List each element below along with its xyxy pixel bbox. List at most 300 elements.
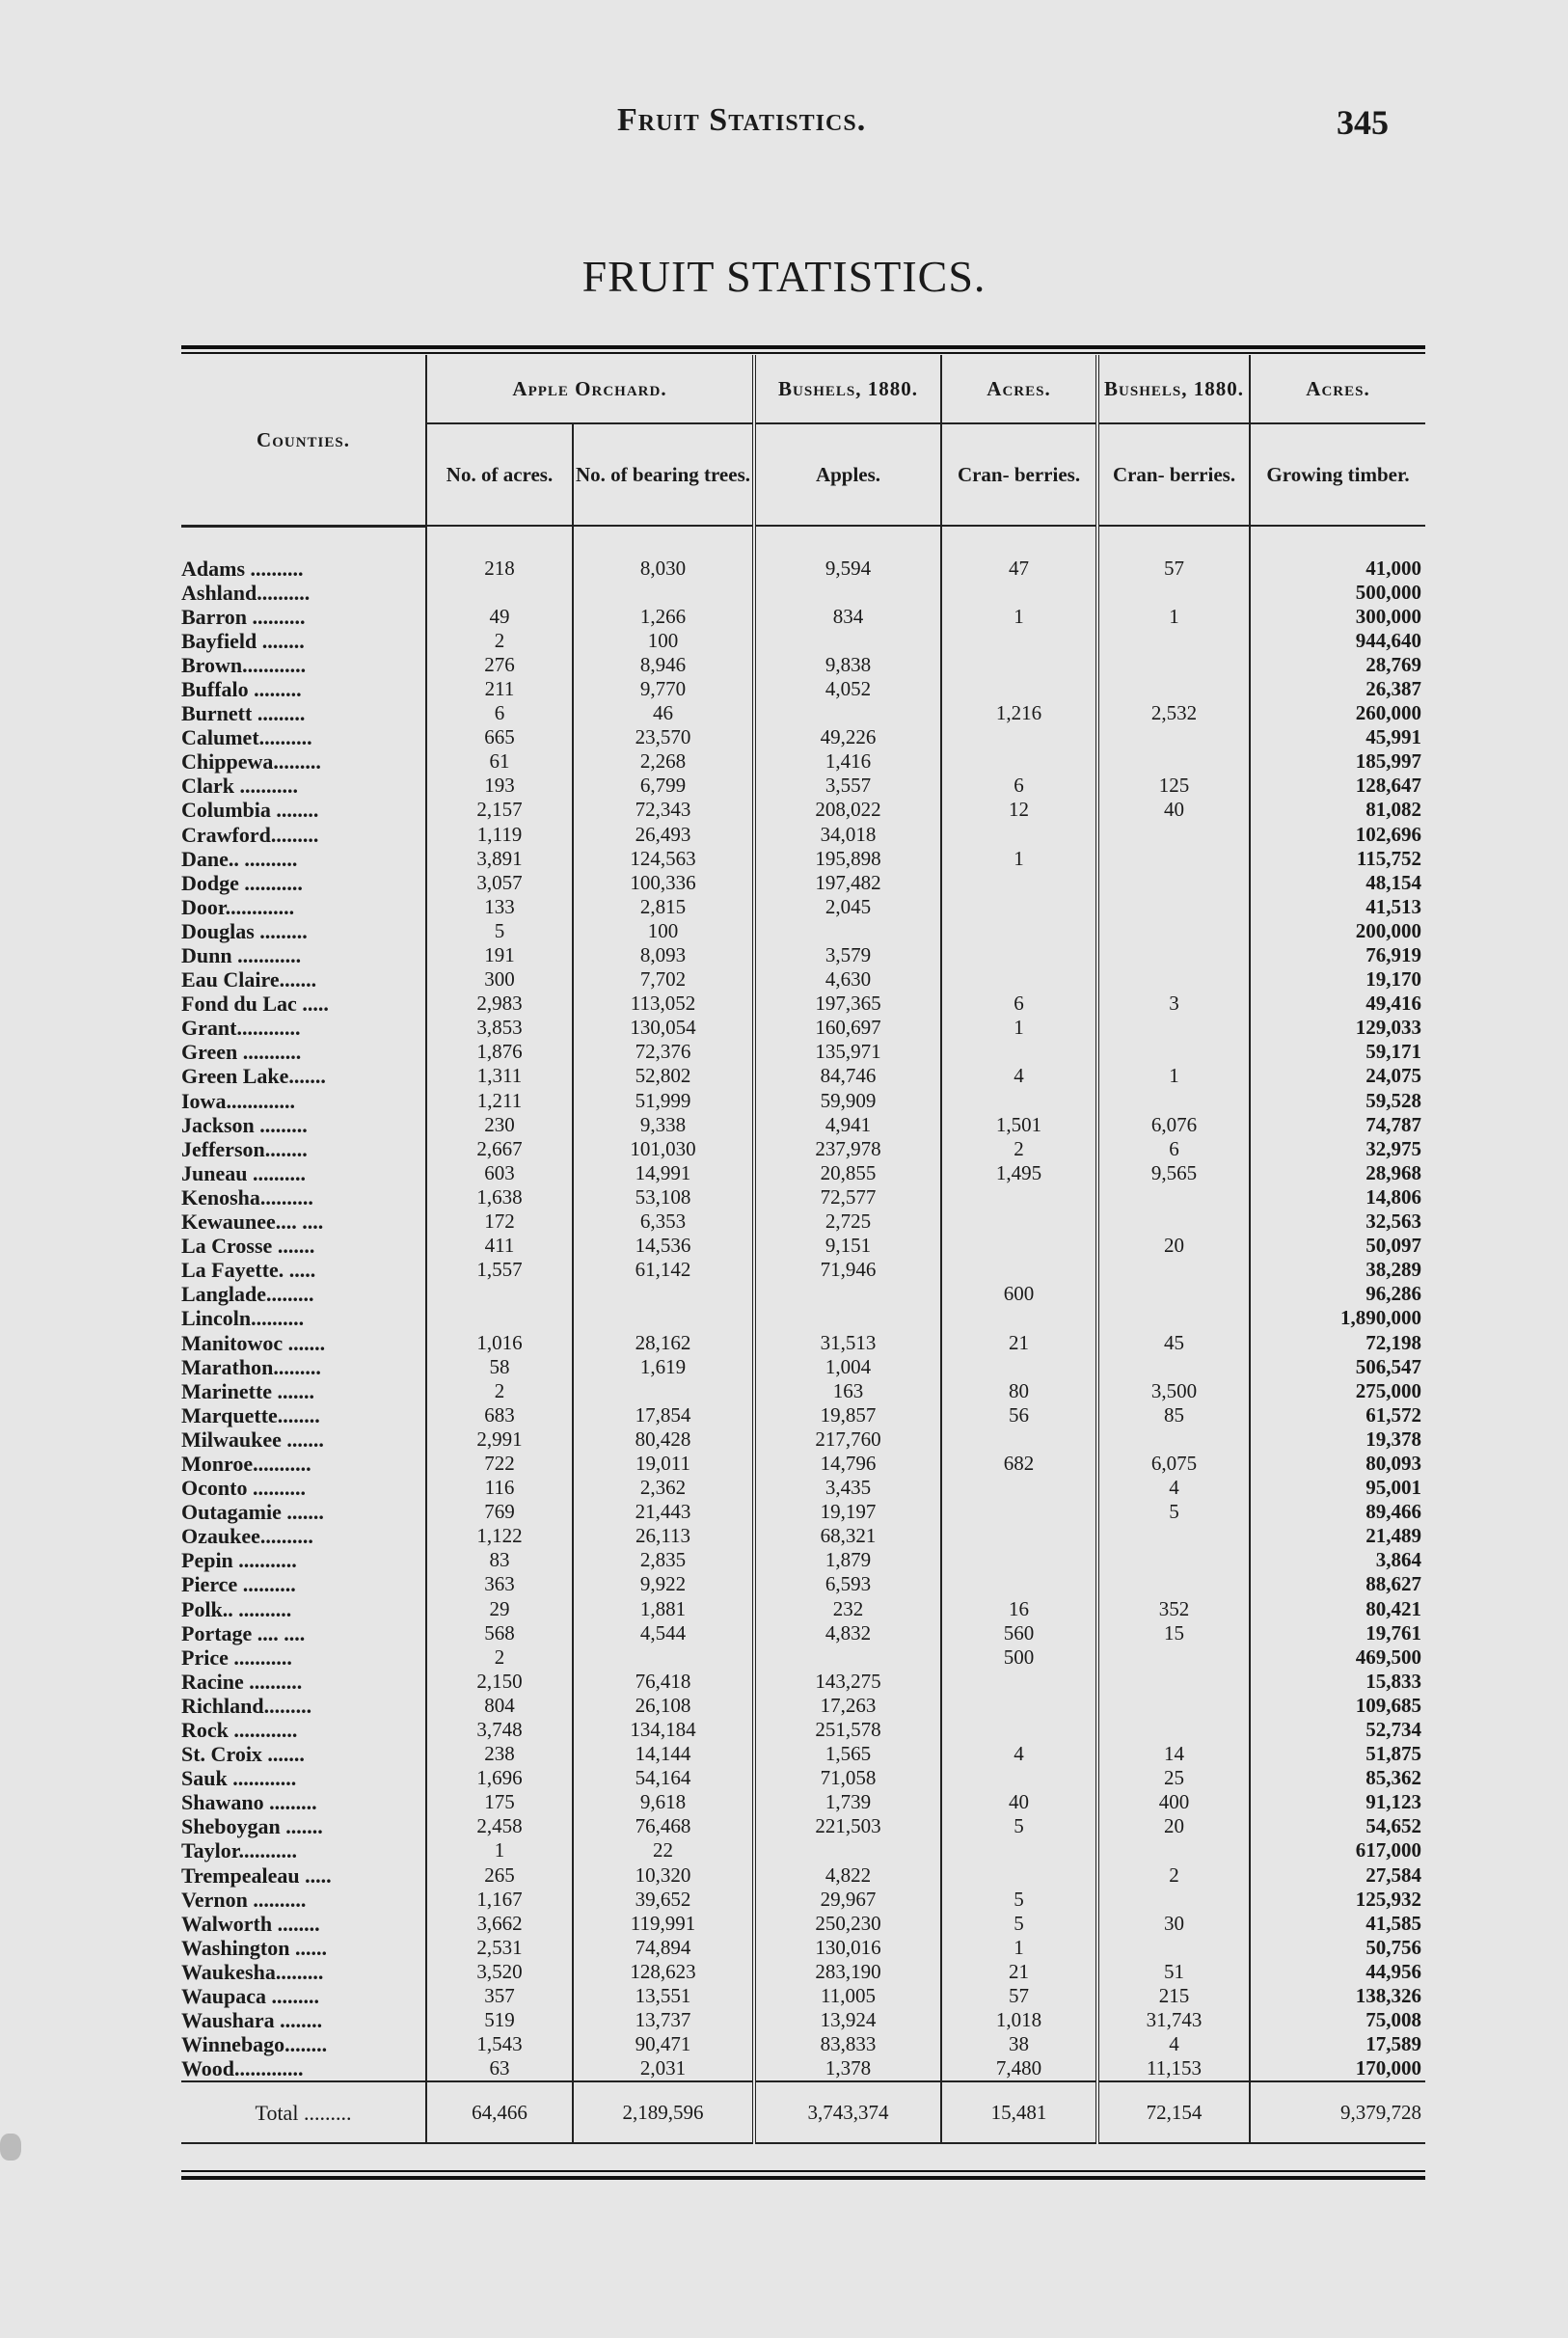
cranberry-bushels-cell: 215 [1097, 1984, 1250, 2008]
cranberry-acres-cell [941, 1766, 1097, 1790]
acres-cell: 172 [426, 1210, 573, 1234]
trees-cell: 9,770 [573, 677, 754, 701]
timber-cell: 109,685 [1250, 1694, 1425, 1718]
table-row [181, 2032, 1425, 2056]
bottom-rule-thick [181, 2176, 1425, 2180]
cranberry-bushels-cell [1097, 1838, 1250, 1862]
trees-cell: 10,320 [573, 1863, 754, 1888]
table-row [181, 1452, 1425, 1476]
county-name: Sheboygan ....... [181, 1814, 323, 1839]
county-name: Pierce .......... [181, 1572, 296, 1597]
timber-cell: 32,975 [1250, 1137, 1425, 1161]
trees-cell: 9,338 [573, 1113, 754, 1137]
acres-cell: 83 [426, 1548, 573, 1572]
county-name: Iowa............. [181, 1088, 295, 1113]
table-row [181, 1234, 1425, 1258]
cranberry-acres-cell: 2 [941, 1137, 1097, 1161]
timber-cell: 89,466 [1250, 1500, 1425, 1524]
cranberry-bushels-cell: 40 [1097, 798, 1250, 822]
county-name: Washington ...... [181, 1935, 327, 1960]
cranberry-bushels-cell: 11,153 [1097, 2056, 1250, 2081]
header-group-row [181, 355, 1425, 423]
trees-cell: 134,184 [573, 1718, 754, 1742]
acres-cell: 133 [426, 895, 573, 919]
timber-cell: 469,500 [1250, 1645, 1425, 1670]
timber-cell: 59,171 [1250, 1040, 1425, 1064]
cranberry-acres-cell [941, 1718, 1097, 1742]
county-name: Manitowoc ....... [181, 1330, 326, 1355]
cranberry-acres-cell: 560 [941, 1621, 1097, 1645]
apples-cell [754, 629, 941, 653]
cranberry-bushels-cell: 9,565 [1097, 1161, 1250, 1185]
col-header-no-of-acres: No. of acres. [426, 423, 573, 526]
cranberry-acres-cell: 1 [941, 605, 1097, 629]
trees-cell: 46 [573, 701, 754, 725]
total-row [181, 2081, 1425, 2143]
apples-cell: 9,838 [754, 653, 941, 677]
county-name: Price ........... [181, 1645, 292, 1670]
timber-cell: 17,589 [1250, 2032, 1425, 2056]
cranberry-bushels-cell: 125 [1097, 774, 1250, 798]
table-row [181, 653, 1425, 677]
table-row [181, 1306, 1425, 1330]
cranberry-bushels-cell: 31,743 [1097, 2008, 1250, 2032]
county-name: Barron .......... [181, 604, 306, 629]
apples-cell: 1,739 [754, 1790, 941, 1814]
acres-cell: 5 [426, 919, 573, 943]
cranberry-bushels-cell [1097, 725, 1250, 749]
acres-cell: 1,211 [426, 1089, 573, 1113]
cranberry-bushels-cell: 2,532 [1097, 701, 1250, 725]
table-body [181, 526, 1425, 2081]
county-name: Green Lake....... [181, 1064, 326, 1089]
apples-cell: 4,832 [754, 1621, 941, 1645]
cranberry-acres-cell [941, 1427, 1097, 1452]
timber-cell: 275,000 [1250, 1379, 1425, 1403]
acres-cell: 276 [426, 653, 573, 677]
apples-cell: 1,565 [754, 1742, 941, 1766]
timber-cell: 260,000 [1250, 701, 1425, 725]
acres-cell: 1,311 [426, 1064, 573, 1088]
county-name: Taylor........... [181, 1838, 298, 1863]
apples-cell: 84,746 [754, 1064, 941, 1088]
apples-cell: 20,855 [754, 1161, 941, 1185]
cranberry-acres-cell [941, 1838, 1097, 1862]
cranberry-acres-cell: 682 [941, 1452, 1097, 1476]
cranberry-acres-cell [941, 749, 1097, 774]
trees-cell: 26,108 [573, 1694, 754, 1718]
trees-cell: 6,353 [573, 1210, 754, 1234]
table-row [181, 847, 1425, 871]
trees-cell: 74,894 [573, 1936, 754, 1960]
apples-cell: 2,725 [754, 1210, 941, 1234]
table-row [181, 2008, 1425, 2032]
col-header-apples: Apples. [754, 423, 941, 526]
timber-cell: 19,170 [1250, 967, 1425, 992]
acres-cell [426, 1306, 573, 1330]
trees-cell: 14,991 [573, 1161, 754, 1185]
apples-cell: 9,594 [754, 557, 941, 581]
page-title: FRUIT STATISTICS. [581, 252, 987, 301]
table-row [181, 749, 1425, 774]
timber-cell: 506,547 [1250, 1355, 1425, 1379]
timber-cell: 41,585 [1250, 1912, 1425, 1936]
acres-cell: 411 [426, 1234, 573, 1258]
acres-cell: 3,891 [426, 847, 573, 871]
county-name: Lincoln.......... [181, 1306, 305, 1331]
trees-cell [573, 1306, 754, 1330]
cranberry-acres-cell [941, 629, 1097, 653]
timber-cell: 80,093 [1250, 1452, 1425, 1476]
apples-cell [754, 581, 941, 605]
acres-cell: 116 [426, 1476, 573, 1500]
table-row [181, 1064, 1425, 1088]
apples-cell: 4,630 [754, 967, 941, 992]
county-name: Juneau .......... [181, 1160, 306, 1185]
timber-cell: 19,378 [1250, 1427, 1425, 1452]
county-name: Dane.. .......... [181, 846, 298, 871]
acres-cell: 211 [426, 677, 573, 701]
county-name: La Fayette. ..... [181, 1258, 316, 1283]
table-row [181, 992, 1425, 1016]
total-trees: 2,189,596 [573, 2081, 754, 2143]
apples-cell: 237,978 [754, 1137, 941, 1161]
cranberry-acres-cell: 6 [941, 774, 1097, 798]
acres-cell: 265 [426, 1863, 573, 1888]
trees-cell: 22 [573, 1838, 754, 1862]
county-name: Langlade......... [181, 1282, 314, 1307]
apples-cell: 1,004 [754, 1355, 941, 1379]
acres-cell: 58 [426, 1355, 573, 1379]
apples-cell: 135,971 [754, 1040, 941, 1064]
apples-cell: 197,365 [754, 992, 941, 1016]
cranberry-acres-cell [941, 967, 1097, 992]
cranberry-bushels-cell: 51 [1097, 1960, 1250, 1984]
cranberry-bushels-cell: 3,500 [1097, 1379, 1250, 1403]
running-head [0, 102, 1568, 150]
acres-cell: 238 [426, 1742, 573, 1766]
table-row [181, 823, 1425, 847]
apples-cell: 130,016 [754, 1936, 941, 1960]
apples-cell: 6,593 [754, 1572, 941, 1596]
timber-cell: 81,082 [1250, 798, 1425, 822]
county-name: Door............. [181, 894, 295, 919]
cranberry-acres-cell: 57 [941, 1984, 1097, 2008]
fruit-statistics-table [181, 355, 1425, 2144]
cranberry-bushels-cell [1097, 1258, 1250, 1282]
apples-cell: 49,226 [754, 725, 941, 749]
apples-cell: 217,760 [754, 1427, 941, 1452]
trees-cell: 26,493 [573, 823, 754, 847]
table-row [181, 943, 1425, 967]
apples-cell: 4,822 [754, 1863, 941, 1888]
county-name: Rock ............ [181, 1718, 298, 1742]
cranberry-acres-cell [941, 1210, 1097, 1234]
apples-cell: 250,230 [754, 1912, 941, 1936]
acres-cell: 2 [426, 629, 573, 653]
table-row [181, 1814, 1425, 1838]
timber-cell: 28,769 [1250, 653, 1425, 677]
acres-cell: 29 [426, 1597, 573, 1621]
apples-cell: 1,879 [754, 1548, 941, 1572]
timber-cell: 32,563 [1250, 1210, 1425, 1234]
cranberry-bushels-cell [1097, 1524, 1250, 1548]
cranberry-acres-cell: 1,018 [941, 2008, 1097, 2032]
county-name: Jefferson........ [181, 1136, 308, 1161]
timber-cell: 21,489 [1250, 1524, 1425, 1548]
county-name: St. Croix ....... [181, 1742, 305, 1767]
timber-cell: 19,761 [1250, 1621, 1425, 1645]
table-row [181, 1185, 1425, 1210]
cranberry-bushels-cell [1097, 847, 1250, 871]
acres-cell: 3,748 [426, 1718, 573, 1742]
timber-cell: 80,421 [1250, 1597, 1425, 1621]
acres-cell: 2,458 [426, 1814, 573, 1838]
timber-cell: 49,416 [1250, 992, 1425, 1016]
county-name: Sauk ............ [181, 1766, 297, 1791]
col-header-acres-a: Acres. [941, 355, 1097, 423]
cranberry-acres-cell: 38 [941, 2032, 1097, 2056]
apples-cell: 11,005 [754, 1984, 941, 2008]
table-row [181, 871, 1425, 895]
cranberry-bushels-cell [1097, 895, 1250, 919]
cranberry-acres-cell: 5 [941, 1888, 1097, 1912]
trees-cell: 2,268 [573, 749, 754, 774]
acres-cell: 769 [426, 1500, 573, 1524]
trees-cell: 21,443 [573, 1500, 754, 1524]
cranberry-bushels-cell: 15 [1097, 1621, 1250, 1645]
header-gap [181, 526, 1425, 557]
county-name: Racine .......... [181, 1669, 303, 1694]
table-row [181, 1597, 1425, 1621]
cranberry-acres-cell: 1 [941, 1016, 1097, 1040]
timber-cell: 300,000 [1250, 605, 1425, 629]
apples-cell: 143,275 [754, 1670, 941, 1694]
county-name: Trempealeau ..... [181, 1862, 332, 1888]
apples-cell: 3,579 [754, 943, 941, 967]
county-name: Douglas ......... [181, 918, 308, 943]
table-row [181, 1403, 1425, 1427]
timber-cell: 41,513 [1250, 895, 1425, 919]
trees-cell: 13,737 [573, 2008, 754, 2032]
trees-cell: 1,881 [573, 1597, 754, 1621]
acres-cell [426, 581, 573, 605]
apples-cell: 14,796 [754, 1452, 941, 1476]
cranberry-acres-cell: 80 [941, 1379, 1097, 1403]
timber-cell: 61,572 [1250, 1403, 1425, 1427]
cranberry-bushels-cell: 25 [1097, 1766, 1250, 1790]
cranberry-bushels-cell: 6,075 [1097, 1452, 1250, 1476]
timber-cell: 54,652 [1250, 1814, 1425, 1838]
county-name: Adams .......... [181, 556, 304, 581]
apples-cell: 208,022 [754, 798, 941, 822]
table-row [181, 1548, 1425, 1572]
county-name: Chippewa......... [181, 749, 321, 775]
cranberry-acres-cell: 600 [941, 1282, 1097, 1306]
trees-cell: 90,471 [573, 2032, 754, 2056]
county-name: Jackson ......... [181, 1112, 308, 1137]
county-name: Portage .... .... [181, 1620, 306, 1645]
county-name: Dunn ............ [181, 943, 302, 967]
trees-cell: 76,468 [573, 1814, 754, 1838]
timber-cell: 45,991 [1250, 725, 1425, 749]
trees-cell: 9,618 [573, 1790, 754, 1814]
table-row [181, 1888, 1425, 1912]
timber-cell: 115,752 [1250, 847, 1425, 871]
apples-cell: 83,833 [754, 2032, 941, 2056]
trees-cell: 17,854 [573, 1403, 754, 1427]
trees-cell: 1,619 [573, 1355, 754, 1379]
cranberry-bushels-cell [1097, 871, 1250, 895]
county-name: Dodge ........... [181, 870, 303, 895]
table-row [181, 1790, 1425, 1814]
apples-cell [754, 701, 941, 725]
timber-cell: 50,097 [1250, 1234, 1425, 1258]
cranberry-acres-cell [941, 677, 1097, 701]
acres-cell: 218 [426, 557, 573, 581]
acres-cell: 3,662 [426, 1912, 573, 1936]
cranberry-bushels-cell [1097, 1040, 1250, 1064]
trees-cell: 2,362 [573, 1476, 754, 1500]
table-row [181, 1960, 1425, 1984]
acres-cell: 3,853 [426, 1016, 573, 1040]
acres-cell: 6 [426, 701, 573, 725]
table-row [181, 1694, 1425, 1718]
apples-cell: 59,909 [754, 1089, 941, 1113]
cranberry-bushels-cell [1097, 1306, 1250, 1330]
timber-cell: 38,289 [1250, 1258, 1425, 1282]
cranberry-acres-cell: 6 [941, 992, 1097, 1016]
cranberry-bushels-cell [1097, 1694, 1250, 1718]
acres-cell: 603 [426, 1161, 573, 1185]
timber-cell: 27,584 [1250, 1863, 1425, 1888]
timber-cell: 85,362 [1250, 1766, 1425, 1790]
trees-cell: 6,799 [573, 774, 754, 798]
running-title: Fruit Statistics. [617, 102, 867, 138]
county-name: Monroe........... [181, 1451, 311, 1476]
col-header-apple-orchard: Apple Orchard. [426, 355, 754, 423]
cranberry-bushels-cell: 1 [1097, 1064, 1250, 1088]
cranberry-bushels-cell [1097, 1089, 1250, 1113]
cranberry-bushels-cell [1097, 581, 1250, 605]
trees-cell: 2,815 [573, 895, 754, 919]
cranberry-bushels-cell [1097, 919, 1250, 943]
acres-cell: 193 [426, 774, 573, 798]
trees-cell: 80,428 [573, 1427, 754, 1452]
apples-cell: 2,045 [754, 895, 941, 919]
timber-cell: 129,033 [1250, 1016, 1425, 1040]
cranberry-acres-cell: 4 [941, 1064, 1097, 1088]
timber-cell: 52,734 [1250, 1718, 1425, 1742]
acres-cell: 1,016 [426, 1331, 573, 1355]
table-row [181, 605, 1425, 629]
county-name: Grant............ [181, 1016, 301, 1041]
county-name: Vernon .......... [181, 1887, 307, 1912]
county-name: Waushara ........ [181, 2008, 323, 2033]
cranberry-bushels-cell: 4 [1097, 1476, 1250, 1500]
acres-cell: 357 [426, 1984, 573, 2008]
cranberry-bushels-cell: 6 [1097, 1137, 1250, 1161]
cranberry-acres-cell [941, 725, 1097, 749]
table-row [181, 895, 1425, 919]
cranberry-acres-cell [941, 1670, 1097, 1694]
acres-cell: 230 [426, 1113, 573, 1137]
trees-cell: 53,108 [573, 1185, 754, 1210]
timber-cell: 95,001 [1250, 1476, 1425, 1500]
apples-cell [754, 1645, 941, 1670]
timber-cell: 28,968 [1250, 1161, 1425, 1185]
trees-cell: 14,144 [573, 1742, 754, 1766]
trees-cell: 8,093 [573, 943, 754, 967]
cranberry-bushels-cell [1097, 653, 1250, 677]
trees-cell: 61,142 [573, 1258, 754, 1282]
cranberry-acres-cell: 5 [941, 1814, 1097, 1838]
table-row [181, 1766, 1425, 1790]
county-name: Polk.. .......... [181, 1596, 292, 1621]
trees-cell: 9,922 [573, 1572, 754, 1596]
cranberry-acres-cell: 21 [941, 1960, 1097, 1984]
apples-cell: 31,513 [754, 1331, 941, 1355]
table-row [181, 1355, 1425, 1379]
table-row [181, 1524, 1425, 1548]
timber-cell: 51,875 [1250, 1742, 1425, 1766]
county-name: Winnebago........ [181, 2032, 328, 2057]
trees-cell: 124,563 [573, 847, 754, 871]
county-name: Brown............ [181, 652, 307, 677]
acres-cell: 2 [426, 1645, 573, 1670]
timber-cell: 3,864 [1250, 1548, 1425, 1572]
acres-cell: 2,983 [426, 992, 573, 1016]
table-row [181, 798, 1425, 822]
cranberry-acres-cell [941, 1694, 1097, 1718]
table-row [181, 1379, 1425, 1403]
cranberry-acres-cell: 21 [941, 1331, 1097, 1355]
trees-cell [573, 1282, 754, 1306]
county-name: Buffalo ......... [181, 676, 302, 701]
table-row [181, 1089, 1425, 1113]
timber-cell: 44,956 [1250, 1960, 1425, 1984]
trees-cell: 19,011 [573, 1452, 754, 1476]
trees-cell: 28,162 [573, 1331, 754, 1355]
table-row [181, 1718, 1425, 1742]
table-row [181, 1210, 1425, 1234]
trees-cell: 52,802 [573, 1064, 754, 1088]
acres-cell: 175 [426, 1790, 573, 1814]
cranberry-bushels-cell [1097, 1210, 1250, 1234]
col-header-cranberry-bushels: Cran- berries. [1097, 423, 1250, 526]
timber-cell: 170,000 [1250, 2056, 1425, 2081]
cranberry-bushels-cell: 3 [1097, 992, 1250, 1016]
trees-cell: 100 [573, 629, 754, 653]
cranberry-acres-cell [941, 943, 1097, 967]
acres-cell: 568 [426, 1621, 573, 1645]
table-row [181, 1572, 1425, 1596]
acres-cell: 191 [426, 943, 573, 967]
apples-cell: 163 [754, 1379, 941, 1403]
cranberry-acres-cell [941, 1258, 1097, 1282]
acres-cell: 2,531 [426, 1936, 573, 1960]
timber-cell: 91,123 [1250, 1790, 1425, 1814]
apples-cell: 19,197 [754, 1500, 941, 1524]
timber-cell: 185,997 [1250, 749, 1425, 774]
timber-cell: 26,387 [1250, 677, 1425, 701]
timber-cell: 24,075 [1250, 1064, 1425, 1088]
cranberry-acres-cell [941, 823, 1097, 847]
apples-cell: 17,263 [754, 1694, 941, 1718]
acres-cell: 363 [426, 1572, 573, 1596]
timber-cell: 50,756 [1250, 1936, 1425, 1960]
cranberry-bushels-cell [1097, 1282, 1250, 1306]
